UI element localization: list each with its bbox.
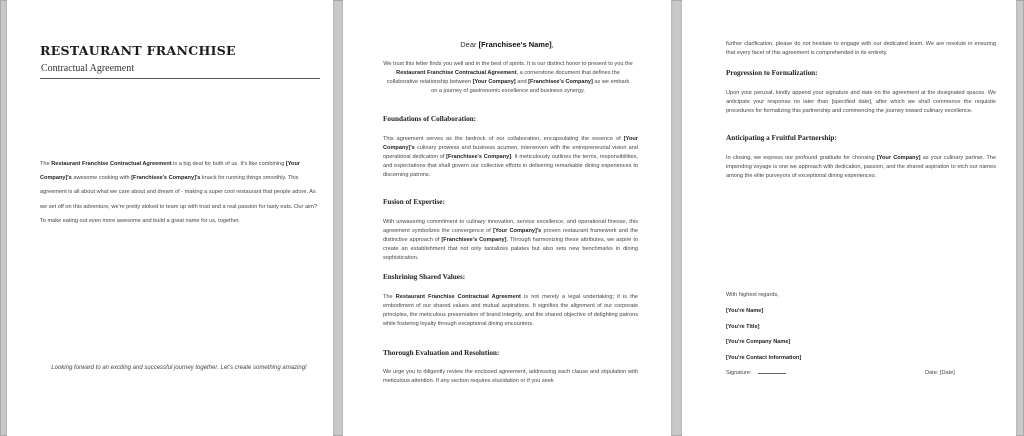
bold-run: [Your Company] — [472, 79, 516, 85]
section-heading: Anticipating a Fruitful Partnership: — [726, 134, 837, 142]
text-run: This agreement serves as the bedrock of our collaboration, encapsulating the essence of — [383, 136, 624, 142]
signer-name — [726, 308, 763, 314]
section-body — [383, 293, 638, 329]
salutation-suffix: , — [551, 40, 554, 49]
section-body: We urge you to diligently review the enclosed agreement, addressing each clause and stipulation with meticulous attention. If any section requires elucidation or if you seek — [383, 369, 638, 384]
signature-line — [758, 373, 786, 374]
text-run: awesome cooking with — [71, 175, 132, 182]
text-run: and — [515, 79, 529, 85]
text-run: proven restaurant framework and the distinctive approach of — [383, 228, 638, 243]
bold-run: [You're Title] — [726, 324, 760, 330]
section-heading: Foundations of Collaboration: — [383, 115, 477, 123]
text-run: . It meticulously outlines the terms, responsibilities, and expectations that shall govern our collective efforts in delivering remarkable dining experiences to discerning patrons. — [383, 154, 638, 178]
bold-run: [Your Company]'s — [383, 136, 638, 151]
bold-run: [You're Name] — [726, 308, 764, 314]
section-heading: Progression to Formalization: — [726, 69, 818, 77]
section-heading: Thorough Evaluation and Resolution: — [383, 349, 500, 357]
bold-run: [Your Company]'s — [493, 228, 542, 234]
bold-run: Restaurant Franchise Contractual Agreement — [51, 161, 172, 167]
text-run: With unwavering commitment to culinary innovation, service excellence, and operational finesse, this agreement symbolizes the convergence of — [383, 219, 638, 234]
bold-run: Restaurant Franchise Contractual Agreement — [396, 70, 517, 76]
page-3 — [682, 0, 1016, 436]
page-2 — [343, 0, 671, 436]
signer-contact — [726, 355, 801, 361]
bold-run: [Your Company]'s — [40, 161, 301, 182]
section-body — [383, 218, 638, 263]
section-body — [726, 154, 996, 181]
text-run: is a big deal for both of us. It's like combining — [171, 161, 286, 167]
page-1 — [7, 0, 333, 436]
text-run: We trust this letter finds you well and in the best of spirits. It is our distinct honor to present to you the — [383, 61, 633, 67]
section-heading: Enshrining Shared Values: — [383, 273, 466, 281]
signature-label: Signature: — [726, 370, 752, 376]
bold-run: [Franchisee's Company] — [441, 237, 507, 243]
bold-run: [You're Contact Information] — [726, 355, 802, 361]
regards-line: With highest regards, — [726, 292, 779, 298]
signer-title — [726, 324, 759, 330]
section-body — [383, 135, 638, 180]
text-run: The — [40, 161, 52, 167]
intro-paragraph — [40, 157, 320, 228]
closing-note: Looking forward to an exciting and successful journey together. Let's create something amazing! — [51, 365, 307, 371]
bold-run: [You're Company Name] — [726, 339, 791, 345]
text-run: In closing, we express our profound gratitude for choosing — [726, 155, 877, 161]
salutation-prefix: Dear — [460, 40, 479, 49]
bold-run: [Franchisee's Company]'s — [131, 175, 201, 182]
franchisee-name-placeholder: [Franchisee's Name] — [478, 40, 552, 49]
text-run: culinary prowess and business acumen, interwoven with the entrepreneurial vision and operational dedication of — [383, 145, 638, 160]
text-run: , a cornerstone document that defines the collaborative relationship between — [386, 70, 620, 85]
bold-run: Restaurant Franchise Contractual Agreement — [395, 294, 521, 300]
bold-run: [Franchisee's Company] — [446, 154, 512, 160]
bold-run: [Your Company] — [876, 155, 921, 161]
bold-run: [Franchisee's Company] — [528, 79, 593, 85]
letter-intro — [383, 60, 633, 96]
text-run: as your culinary partner. The impending voyage is one we approach with dedication, passion, and the shared aspiration to etch our names among the elite purveyors of exceptional dining experiences. — [726, 155, 997, 179]
text-run: is not merely a legal undertaking; it is the embodiment of our shared values and mutual aspirations. It signifies the alignment of our corporate principles, the meticulous preservation of brand integrity, and the shared objective of delighting patrons while fostering loyalty through exceptional dining encounters. — [383, 294, 638, 327]
continued-paragraph: further clarification, please do not hesitate to engage with our dedicated team. We are resolute in ensuring that every facet of this agreement is comprehended in its entirety. — [726, 41, 996, 56]
salutation — [343, 40, 671, 49]
text-run: knack for running things smoothly. This agreement is all about what we care about and dream of - making a super cool restaurant that people adore. As we set off on this adventure, we're pretty stoked to team up with trust and a real passion for tasty eats. Our aim? To make eating out even more awesome and build a great name for us, together. — [40, 175, 318, 224]
text-run: . Through harmonizing these attributes, we aspire to create an establishment that not only tantalizes palates but also sets new benchmarks in dining sophistication. — [383, 237, 639, 261]
date-field: Date: [Date] — [925, 370, 955, 376]
document-title: RESTAURANT FRANCHISE — [40, 43, 236, 58]
signer-company — [726, 339, 790, 345]
text-run: The — [383, 294, 396, 300]
document-subtitle: Contractual Agreement — [41, 63, 135, 74]
text-run: as we embark on a journey of gastronomic excellence and business synergy. — [431, 79, 630, 94]
title-divider — [40, 78, 320, 79]
signature-field — [726, 370, 786, 376]
section-body: Upon your perusal, kindly append your signature and date on the agreement at the designated spaces. We anticipate your response no later than [specified date], after which we shall commence the requisite procedures for formalizing this partnership and commencing the journey toward culinary excellence. — [726, 90, 996, 114]
section-heading: Fusion of Expertise: — [383, 198, 445, 206]
